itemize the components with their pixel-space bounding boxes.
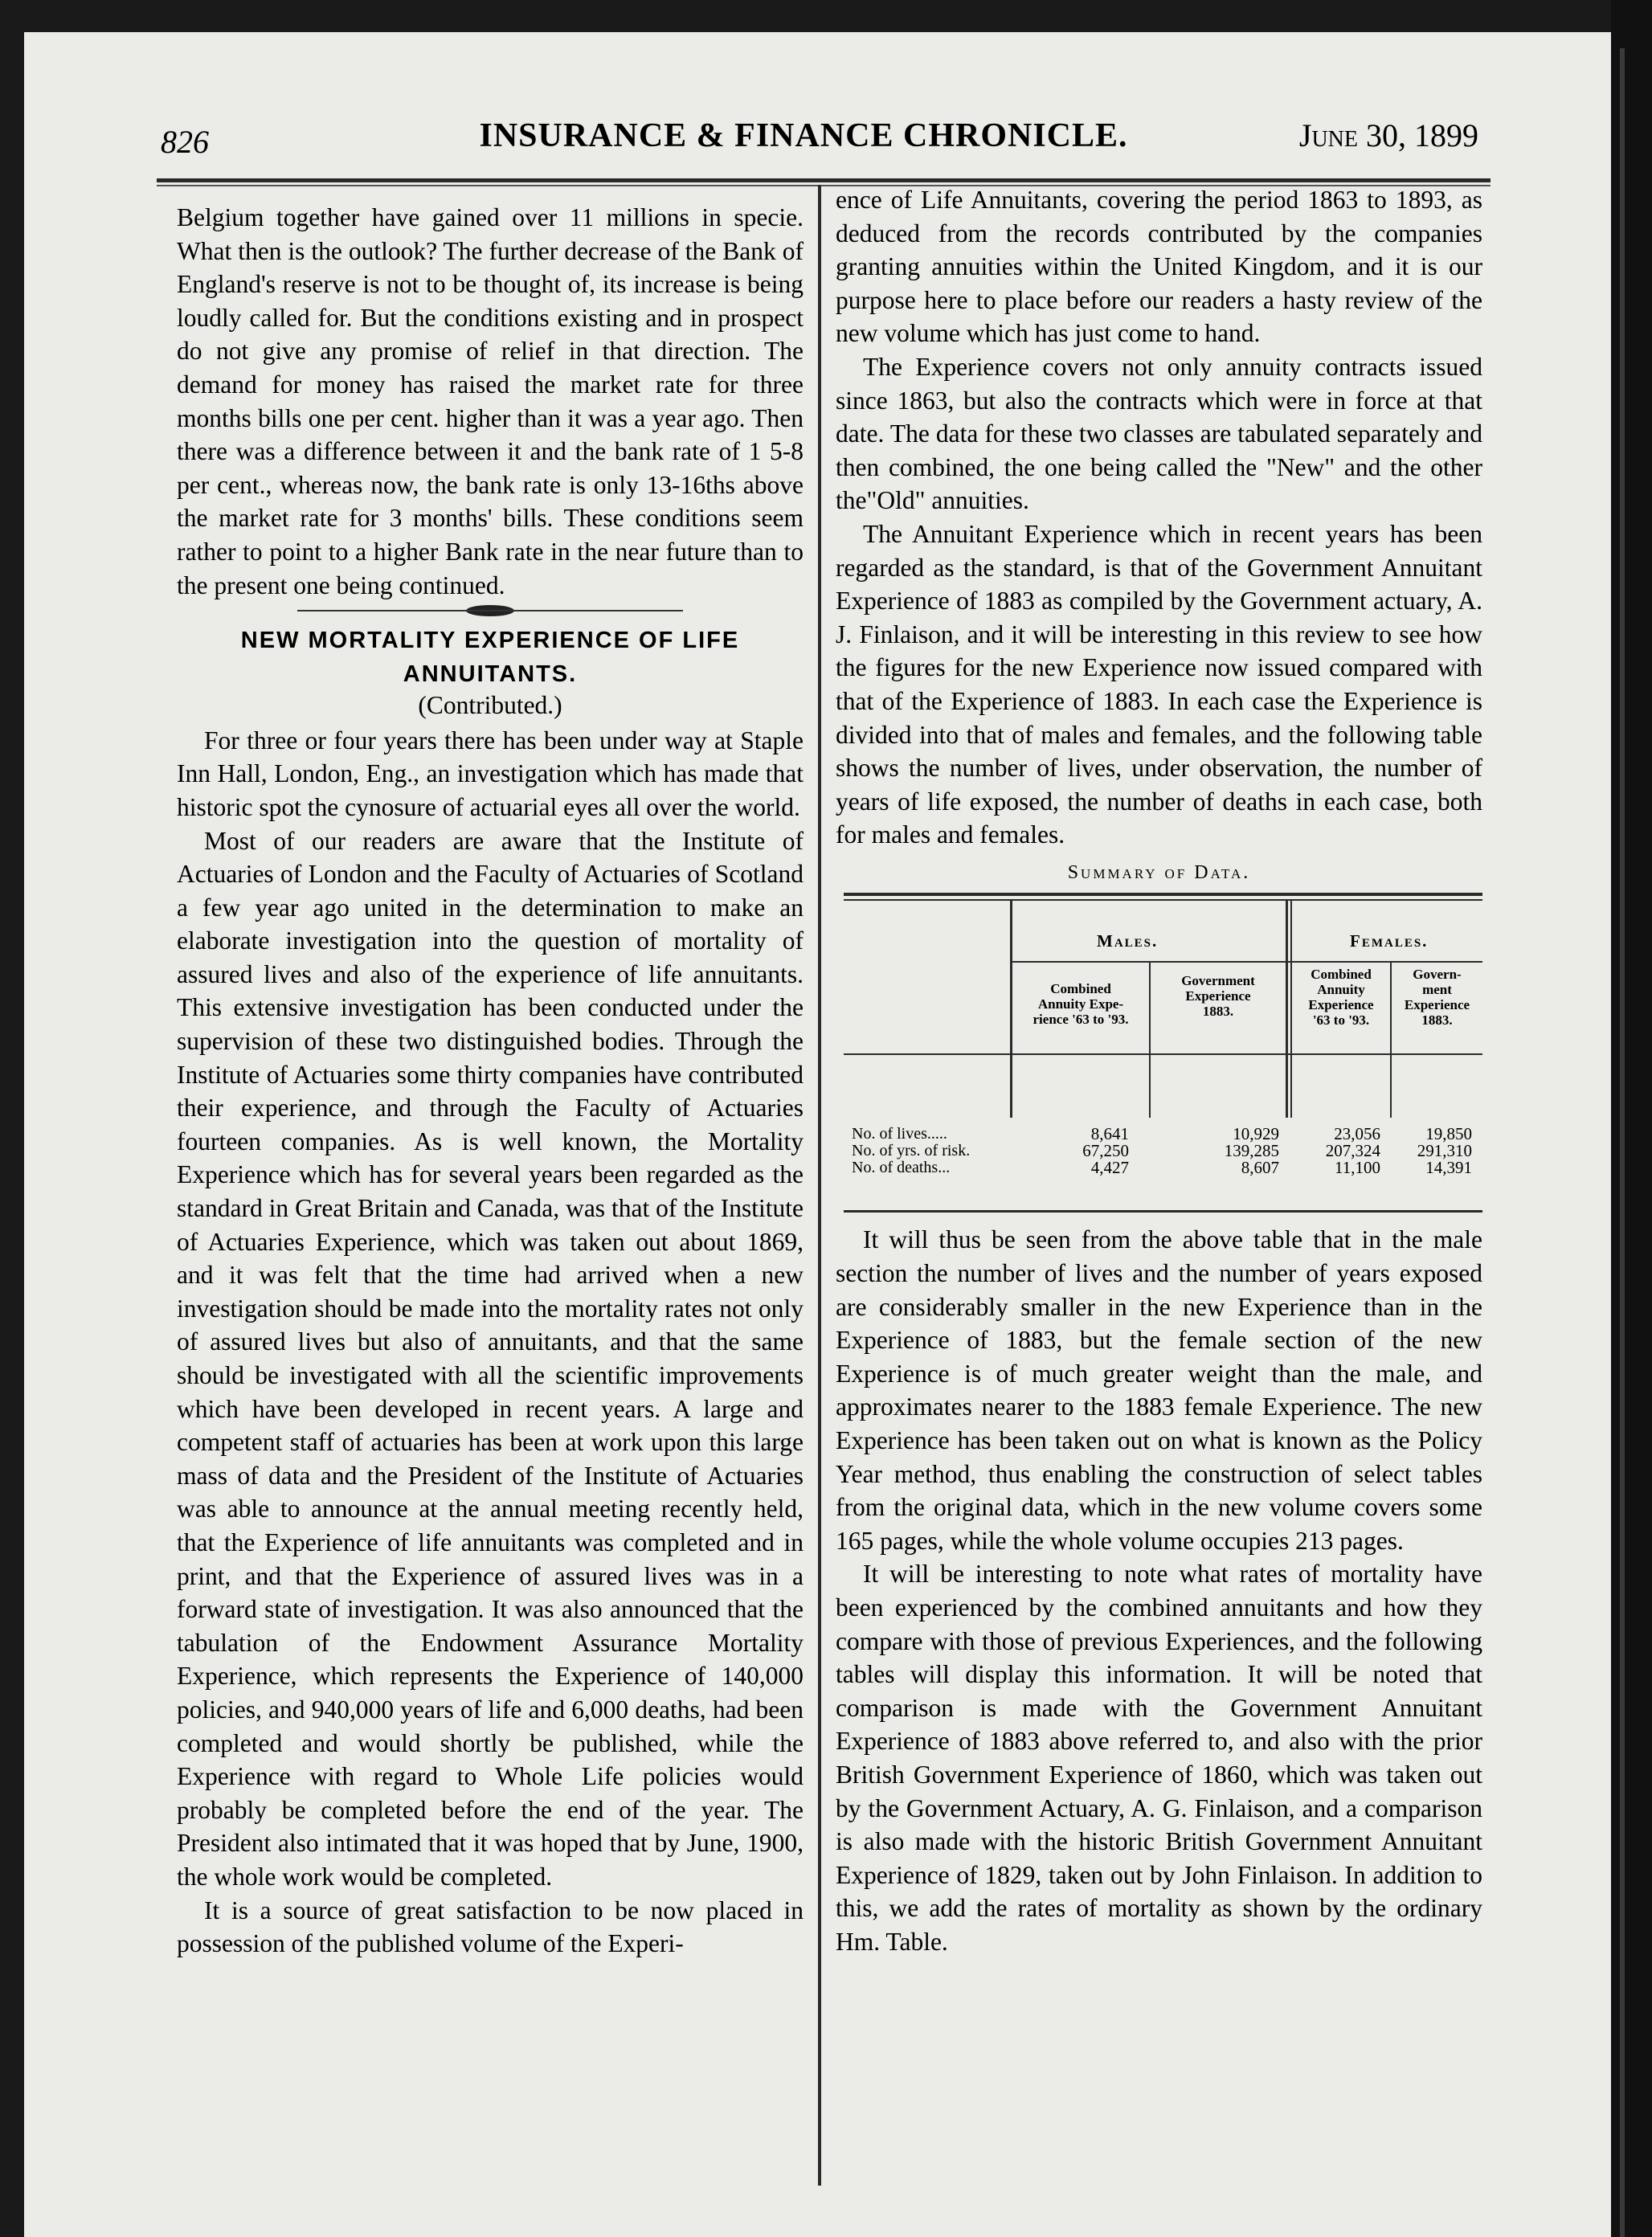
table-title: Summary of Data. [1067, 861, 1251, 883]
row-label: No. of deaths... [852, 1159, 951, 1177]
table-cell: 4,427 [1090, 1158, 1129, 1178]
col-header-male-combined: Combined Annuity Expe- rience '63 to '93. [1032, 981, 1129, 1028]
page-number: 826 [161, 124, 209, 160]
table-cell: 291,310 [1417, 1141, 1472, 1161]
table-cell: 139,285 [1224, 1141, 1279, 1161]
intro-paragraph: Belgium together have gained over 11 millions in specie. What then is the outlook? The further decrease of the Bank of England's reserve is not to be thought of, its increase is being loudly called for. But the conditions existing and in prospect do not give any promise of relief in that direction. The demand for money has raised the market rate for three months bills one per cent. higher than it was a year ago. Then there was a difference between it and the bank rate of 1 5-8 per cent., whereas now, the bank rate is only 13-16ths above the market rate for 3 months' bills. These conditions seem rather to point to a higher Bank rate in the near future than to the present one being continued. [177, 203, 804, 599]
article-title-line2: ANNUITANTS. [403, 661, 578, 688]
article-paragraph: ence of Life Annuitants, covering the period 1863 to 1893, as deduced from the records contributed by the companies granting annuities within the United Kingdom, and it is our purpose here to place before our readers a hasty review of the new volume which has just come to hand. [836, 186, 1482, 348]
header-rule [157, 178, 1490, 182]
col-header-female-government: Govern- ment Experience 1883. [1404, 967, 1470, 1029]
binding-line [1620, 48, 1625, 2237]
article-paragraph: For three or four years there has been under way at Staple Inn Hall, London, Eng., an investigation which has made that historic spot the cynosure of actuarial eyes all over the world. [177, 726, 804, 821]
table-cell: 19,850 [1425, 1124, 1472, 1144]
page-header [129, 117, 1478, 165]
col-header-male-government: Government Experience 1883. [1181, 973, 1255, 1020]
row-label: No. of lives..... [852, 1125, 947, 1143]
article-paragraph: It is a source of great satisfaction to be now placed in possession of the published volume of the Experi- [177, 1896, 804, 1958]
table-cell: 8,641 [1090, 1124, 1129, 1144]
table-cell: 11,100 [1335, 1158, 1380, 1178]
table-cell: 14,391 [1425, 1158, 1472, 1178]
article-title-line1: NEW MORTALITY EXPERIENCE OF LIFE [240, 628, 740, 654]
table-cell: 10,929 [1233, 1124, 1279, 1144]
article-paragraph: It will be interesting to note what rates of mortality have been experienced by the combined annuitants and how they compare with those of previous Experiences, and the following tables will display this information. It will be noted that comparison is made with the Government Annuitant Experience of 1883 above referred to, and also with the prior British Government Experience of 1860, which was taken out by the Government Actuary, A. G. Finlaison, and a comparison is also made with the historic British Government Annuitant Experience of 1829, taken out by John Finlaison. In addition to this, we add the rates of mortality as shown by the ordinary Hm. Table. [836, 1560, 1482, 1956]
article-paragraph: It will thus be seen from the above table that in the male section the number of lives and the number of years exposed are considerably smaller in the new Experience than in the Experience of 1883, but the female section of the new Experience is of much greater weight than the male, and approximates nearer to the 1883 female Experience. The new Experience has been taken out on what is known as the Policy Year method, thus enabling the construction of select tables from the original data, which in the new volume covers some 165 pages, while the whole volume occupies 213 pages. [836, 1225, 1482, 1555]
column-divider [818, 185, 821, 2186]
scan-edge [1611, 0, 1652, 2237]
issue-date: June 30, 1899 [1298, 117, 1478, 153]
summary-table [836, 893, 1482, 1218]
contributed-label: (Contributed.) [418, 691, 562, 720]
col-header-female-combined: Combined Annuity Experience '63 to '93. [1308, 967, 1374, 1029]
header-females: Females. [1350, 931, 1429, 951]
article-paragraph: Most of our readers are aware that the Institute of Actuaries of London and the Faculty of Actuaries of Scotland a few year ago united in the determination to make an elaborate investigation into the question of mortality of assured lives and also of the experience of life annuitants. This extensive investigation has been conducted under the supervision of these two distinguished bodies. Through the Institute of Actuaries some thirty companies have contributed their experience, and through the Faculty of Actuaries fourteen companies. As is well known, the Mortality Experience which has for several years been regarded as the standard in Great Britain and Canada, was that of the Institute of Actuaries Experience, which was taken out about 1869, and it was felt that the time had arrived when a new investigation should be made into the mortality rates not only of assured lives but also of annuitants, and that the same should be investigated with all the scientific improvements which have been developed in recent years. A large and competent staff of actuaries has been at work upon this large mass of data and the President of the Institute of Actuaries was able to announce at the annual meeting recently held, that the Experience of life annuitants was completed and in print, and that the Experience of assured lives was in a forward state of investigation. It was also announced that the tabulation of the Endowment Assurance Mortality Experience, which represents the Experience of 140,000 policies, and 940,000 years of life and 6,000 deaths, had been completed and would shortly be published, while the Experience with regard to Whole Life policies would probably be completed before the end of the year. The President also intimated that it was hoped that by June, 1900, the whole work would be completed. [177, 826, 804, 1891]
right-column [836, 183, 1482, 1959]
publication-title: INSURANCE & FINANCE CHRONICLE. [479, 117, 1128, 154]
header-males: Males. [1097, 931, 1159, 951]
table-cell: 67,250 [1082, 1141, 1129, 1161]
row-label: No. of yrs. of risk. [852, 1142, 971, 1160]
table-cell: 8,607 [1241, 1158, 1279, 1178]
table-cell: 207,324 [1325, 1141, 1380, 1161]
article-paragraph: The Experience covers not only annuity contracts issued since 1863, but also the contracts which were in force at that date. The data for these two classes are tabulated separately and then combined, the one being called the "New" and the other the"Old" annuities. [836, 352, 1482, 515]
table-cell: 23,056 [1334, 1124, 1380, 1144]
section-ornament [177, 605, 804, 616]
article-paragraph: The Annuitant Experience which in recent years has been regarded as the standard, is that of the Government Annuitant Experience of 1883 as compiled by the Government actuary, A. J. Finlaison, and it will be interesting in this review to see how the figures for the new Experience now issued compared with that of the Experience of 1883. In each case the Experience is divided into that of males and females, and the following table shows the number of lives, under observation, the number of years of life exposed, the number of deaths in each case, both for males and females. [836, 519, 1482, 849]
left-column [177, 201, 804, 1961]
